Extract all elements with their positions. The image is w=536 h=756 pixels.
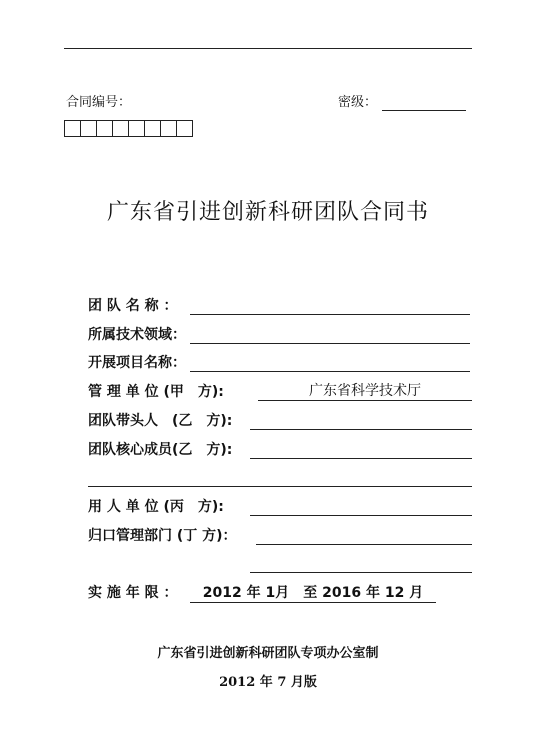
contract-number-digit-box[interactable] — [128, 120, 145, 137]
technical-domain-label: 所属技术领域： — [88, 327, 186, 343]
contract-number-digit-box[interactable] — [112, 120, 129, 137]
team-leader-label: 团队带头人 (乙 方): — [88, 413, 233, 429]
team-leader-line — [250, 429, 472, 430]
responsible-department-label: 归口管理部门 (丁 方)： — [88, 528, 237, 544]
contract-number-digit-box[interactable] — [176, 120, 193, 137]
implementation-period-line — [190, 602, 436, 603]
team-core-members-label: 团队核心成员(乙 方): — [88, 442, 233, 458]
team-core-members-extra-line[interactable] — [88, 486, 472, 487]
contract-number-digit-box[interactable] — [144, 120, 161, 137]
team-core-members-line — [250, 458, 472, 459]
secret-level-label: 密级： — [338, 95, 378, 110]
implementation-period-value[interactable]: 2012 年 1月 至 2016 年 12 月 — [202, 585, 424, 601]
top-divider — [64, 48, 472, 49]
employer-unit-line — [250, 515, 472, 516]
team-name-line — [190, 314, 470, 315]
secret-level-field[interactable] — [382, 110, 466, 111]
contract-number-digit-box[interactable] — [96, 120, 113, 137]
management-unit-label: 管 理 单 位 (甲 方): — [88, 384, 224, 400]
contract-number-boxes — [64, 120, 192, 137]
team-name-label: 团 队 名 称 ： — [88, 298, 178, 314]
employer-unit-label: 用 人 单 位 (丙 方): — [88, 499, 224, 515]
issuer-text: 广东省引进创新科研团队专项办公室制 — [157, 646, 379, 661]
implementation-period-label: 实 施 年 限 ： — [88, 585, 178, 601]
responsible-department-line — [256, 544, 472, 545]
management-unit-line — [258, 400, 472, 401]
management-unit-field[interactable]: 广东省科学技术厅 — [309, 383, 421, 399]
edition-text: 2012 年 7 月版 — [219, 675, 317, 690]
contract-number-digit-box[interactable] — [64, 120, 81, 137]
contract-number-digit-box[interactable] — [160, 120, 177, 137]
technical-domain-line — [190, 343, 470, 344]
contract-number-digit-box[interactable] — [80, 120, 97, 137]
project-name-label: 开展项目名称： — [88, 355, 186, 371]
responsible-department-extra-line[interactable] — [250, 572, 472, 573]
contract-number-label: 合同编号： — [66, 95, 132, 110]
document-title: 广东省引进创新科研团队合同书 — [106, 200, 429, 225]
project-name-line — [190, 371, 470, 372]
